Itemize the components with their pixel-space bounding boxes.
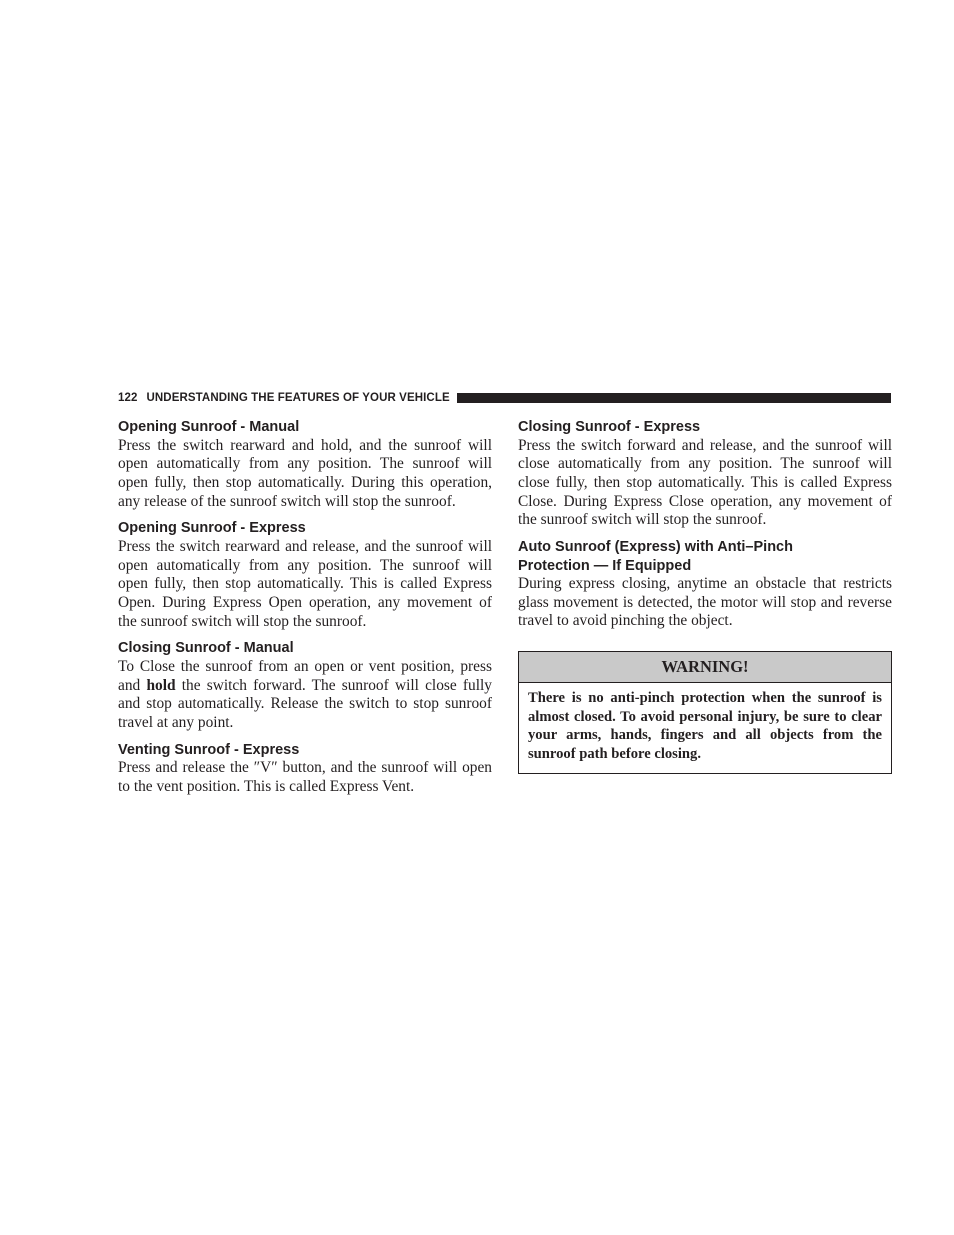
section-closing-express xyxy=(518,418,892,530)
header-rule xyxy=(457,393,891,403)
section-body: During express closing, anytime an obstacle that restricts glass movement is detected, the motor will stop and reverse travel to avoid pinching the object. xyxy=(518,575,892,630)
section-body: Press the switch rearward and hold, and the sunroof will open automatically from any position. The sunroof will open fully, then stop automatically. During this operation, any release of the sunroof switch will stop the sunroof. xyxy=(118,436,492,510)
section-closing-manual xyxy=(118,639,492,732)
title-line: Auto Sunroof (Express) with Anti–Pinch xyxy=(518,539,793,556)
right-column xyxy=(518,418,892,774)
section-venting-express xyxy=(118,741,492,797)
warning-box xyxy=(518,651,892,773)
section-title: Closing Sunroof - Manual xyxy=(118,640,294,657)
warning-title: WARNING! xyxy=(519,652,891,683)
body-text: To Close the sunroof from an open or vent position, press and xyxy=(118,657,492,694)
section-body xyxy=(118,658,492,733)
warning-body: There is no anti-pinch protection when the sunroof is almost closed. To avoid personal injury, be sure to clear your arms, hands, fingers and all objects from the sunroof path before closing. xyxy=(528,690,882,762)
section-body: Press the switch forward and release, and the sunroof will close automatically from any position. The sunroof will close fully, then stop automatically. This is called Express Close. During Express Close operation, any movement of the sunroof switch will stop the sunroof. xyxy=(518,436,892,529)
chapter-title: UNDERSTANDING THE FEATURES OF YOUR VEHICLE xyxy=(146,392,450,404)
header-text xyxy=(118,392,450,404)
title-line: Protection — If Equipped xyxy=(518,557,692,574)
bold-text: hold xyxy=(146,676,176,694)
left-column xyxy=(118,418,492,805)
section-body: Press the switch rearward and release, and the sunroof will open automatically from any position. The sunroof will open fully, then stop automatically. This is called Express Open. During Express Open operation, any movement of the sunroof switch will stop the sunroof. xyxy=(118,537,492,630)
section-title xyxy=(518,538,892,575)
section-auto-sunroof xyxy=(518,538,892,631)
body-text: the switch forward. The sunroof will close fully and stop automatically. Release the switch to stop sunroof travel at any point. xyxy=(118,676,492,731)
section-body: Press and release the ″V″ button, and the sunroof will open to the vent position. This is called Express Vent. xyxy=(118,759,492,795)
section-opening-express xyxy=(118,519,492,631)
section-title: Closing Sunroof - Express xyxy=(518,419,701,435)
section-opening-manual xyxy=(118,418,492,511)
page-number: 122 xyxy=(118,392,138,404)
section-title: Venting Sunroof - Express xyxy=(118,741,300,758)
section-title: Opening Sunroof - Manual xyxy=(118,419,300,435)
page-header xyxy=(118,390,891,406)
section-title: Opening Sunroof - Express xyxy=(118,520,306,537)
